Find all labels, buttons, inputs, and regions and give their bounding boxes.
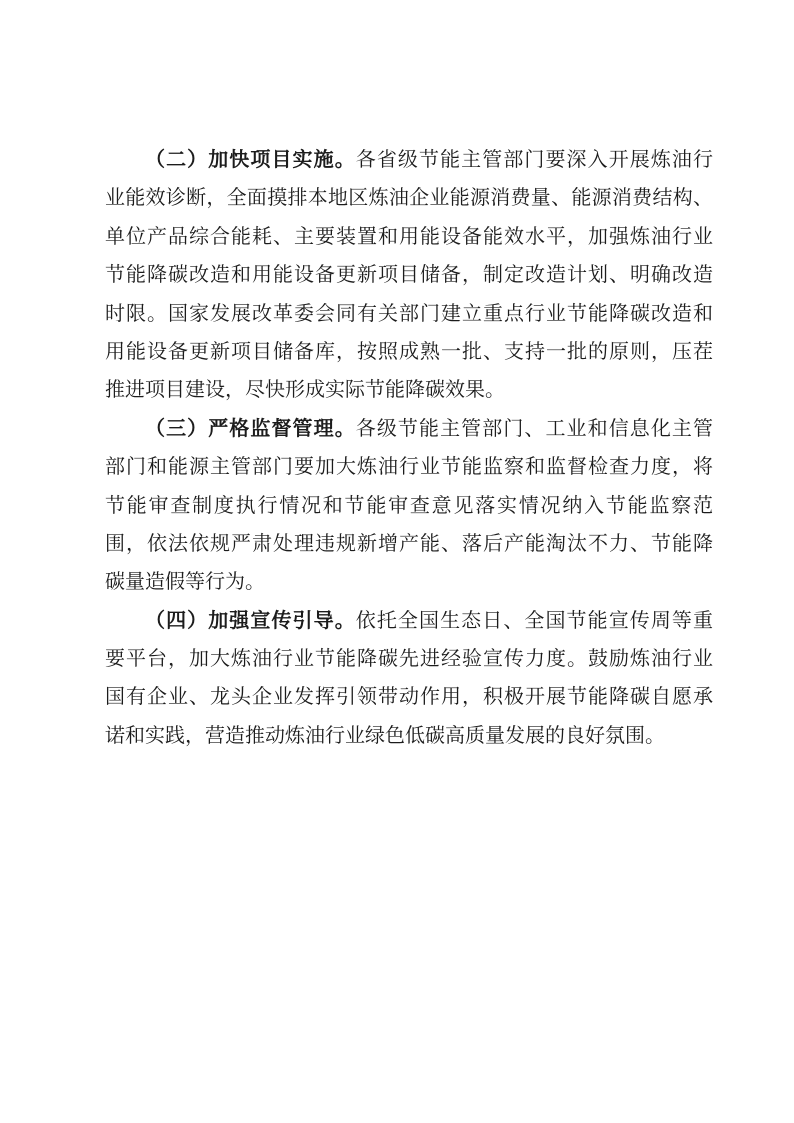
paragraph-line: 单位产品综合能耗、主要装置和用能设备能效水平，加强炼油行业: [105, 225, 713, 248]
paragraph-1: [105, 141, 713, 410]
paragraph-line: 节能降碳改造和用能设备更新项目储备，制定改造计划、明确改造: [105, 264, 713, 287]
paragraph-lead-heading: （二）加快项目实施。: [145, 149, 356, 171]
paragraph-line: 推进项目建设，尽快形成实际节能降碳效果。: [105, 379, 505, 402]
paragraph-line: 国有企业、龙头企业发挥引领带动作用，积极开展节能降碳自愿承: [105, 686, 713, 709]
paragraph-line: 围，依法依规严肃处理违规新增产能、落后产能淘汰不力、节能降: [105, 532, 713, 555]
paragraph-line: 用能设备更新项目储备库，按照成熟一批、支持一批的原则，压茬: [105, 340, 713, 363]
paragraph-first-line: （四）加强宣传引导。依托全国生态日、全国节能宣传周等重: [145, 609, 714, 632]
paragraph-lead-heading: （四）加强宣传引导。: [145, 609, 356, 632]
document-text-block: [105, 141, 713, 755]
paragraph-line: 部门和能源主管部门要加大炼油行业节能监察和监督检查力度，将: [105, 456, 713, 479]
paragraph-line: 时限。国家发展改革委会同有关部门建立重点行业节能降碳改造和: [105, 302, 713, 325]
paragraph-first-line: （三）严格监督管理。各级节能主管部门、工业和信息化主管: [145, 417, 714, 440]
paragraph-2: [105, 410, 713, 602]
paragraph-line: 碳量造假等行为。: [105, 571, 265, 594]
paragraph-line: 节能审查制度执行情况和节能审查意见落实情况纳入节能监察范: [105, 494, 713, 517]
paragraph-line: 诺和实践，营造推动炼油行业绿色低碳高质量发展的良好氛围。: [105, 724, 665, 747]
paragraph-lead-heading: （三）严格监督管理。: [145, 417, 356, 440]
paragraph-3: [105, 602, 713, 756]
paragraph-first-line: （二）加快项目实施。各省级节能主管部门要深入开展炼油行: [145, 149, 714, 171]
paragraph-line: 要平台，加大炼油行业节能降碳先进经验宣传力度。鼓励炼油行业: [105, 648, 713, 671]
paragraph-line: 业能效诊断，全面摸排本地区炼油企业能源消费量、能源消费结构、: [105, 187, 713, 210]
